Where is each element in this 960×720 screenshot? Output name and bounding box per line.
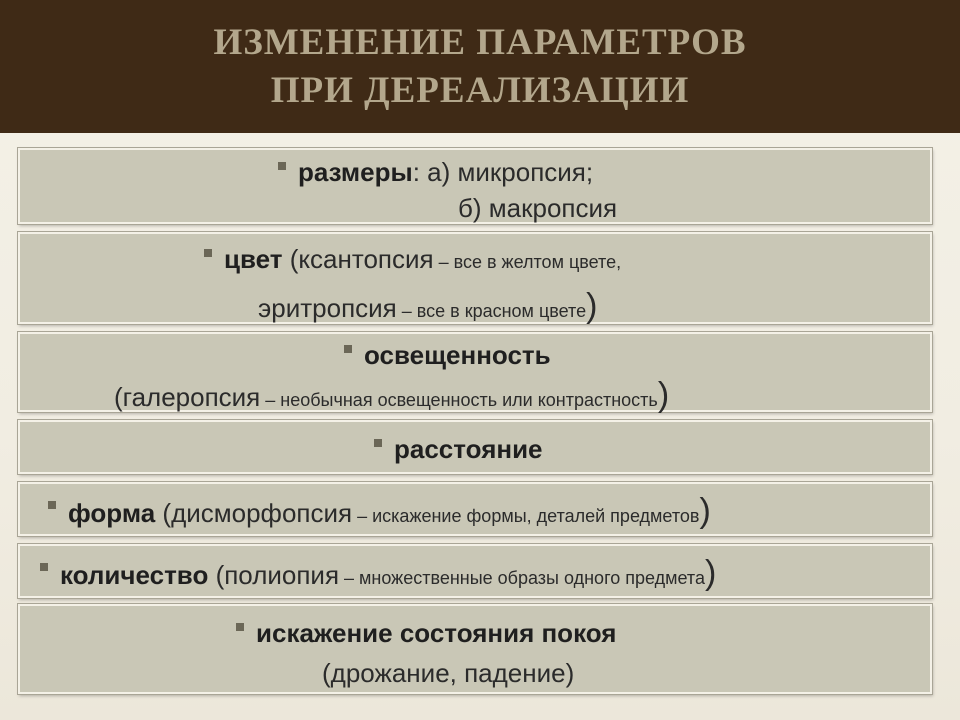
param-keyword: искажение состояния покоя — [256, 618, 617, 648]
param-detail: : а) микропсия; — [412, 157, 594, 187]
param-term: (ксантопсия — [282, 244, 434, 274]
param-keyword: количество — [60, 560, 209, 590]
param-keyword: форма — [68, 498, 156, 528]
param-box-color — [18, 232, 932, 324]
param-description: – искажение формы, деталей предметов — [352, 506, 700, 526]
square-bullet-icon — [40, 563, 48, 571]
square-bullet-icon — [236, 623, 244, 631]
title-banner — [0, 0, 960, 133]
title-line-2: ПРИ ДЕРЕАЛИЗАЦИИ — [270, 69, 690, 111]
square-bullet-icon — [374, 439, 382, 447]
param-box-quantity — [18, 544, 932, 598]
square-bullet-icon — [48, 501, 56, 509]
square-bullet-icon — [344, 345, 352, 353]
param-box-rest-distortion — [18, 604, 932, 694]
param-keyword: размеры — [298, 157, 413, 187]
close-paren: ) — [586, 287, 598, 325]
param-detail-line2: (дрожание, падение) — [322, 658, 575, 688]
param-description: – все в красном цвете — [396, 301, 587, 321]
param-description: – все в желтом цвете, — [433, 252, 622, 272]
param-term: (галеропсия — [114, 382, 261, 412]
close-paren: ) — [699, 492, 711, 530]
param-term: (дисморфопсия — [155, 498, 353, 528]
param-term: эритропсия — [258, 293, 397, 323]
close-paren: ) — [657, 376, 670, 414]
param-keyword: цвет — [224, 244, 283, 274]
param-box-shape — [18, 482, 932, 536]
param-box-distance — [18, 420, 932, 474]
param-keyword: расстояние — [394, 434, 543, 464]
square-bullet-icon — [204, 249, 212, 257]
param-box-size — [18, 148, 932, 224]
param-description: – множественные образы одного предмета — [339, 568, 705, 588]
param-term: (полиопия — [208, 560, 340, 590]
param-description: – необычная освещенность или контрастность — [260, 390, 658, 410]
param-keyword: освещенность — [364, 340, 551, 370]
param-box-lighting — [18, 332, 932, 412]
close-paren: ) — [704, 554, 717, 592]
title-line-1: ИЗМЕНЕНИЕ ПАРАМЕТРОВ — [213, 21, 747, 63]
param-detail-line2: б) макропсия — [458, 193, 618, 223]
square-bullet-icon — [278, 162, 286, 170]
